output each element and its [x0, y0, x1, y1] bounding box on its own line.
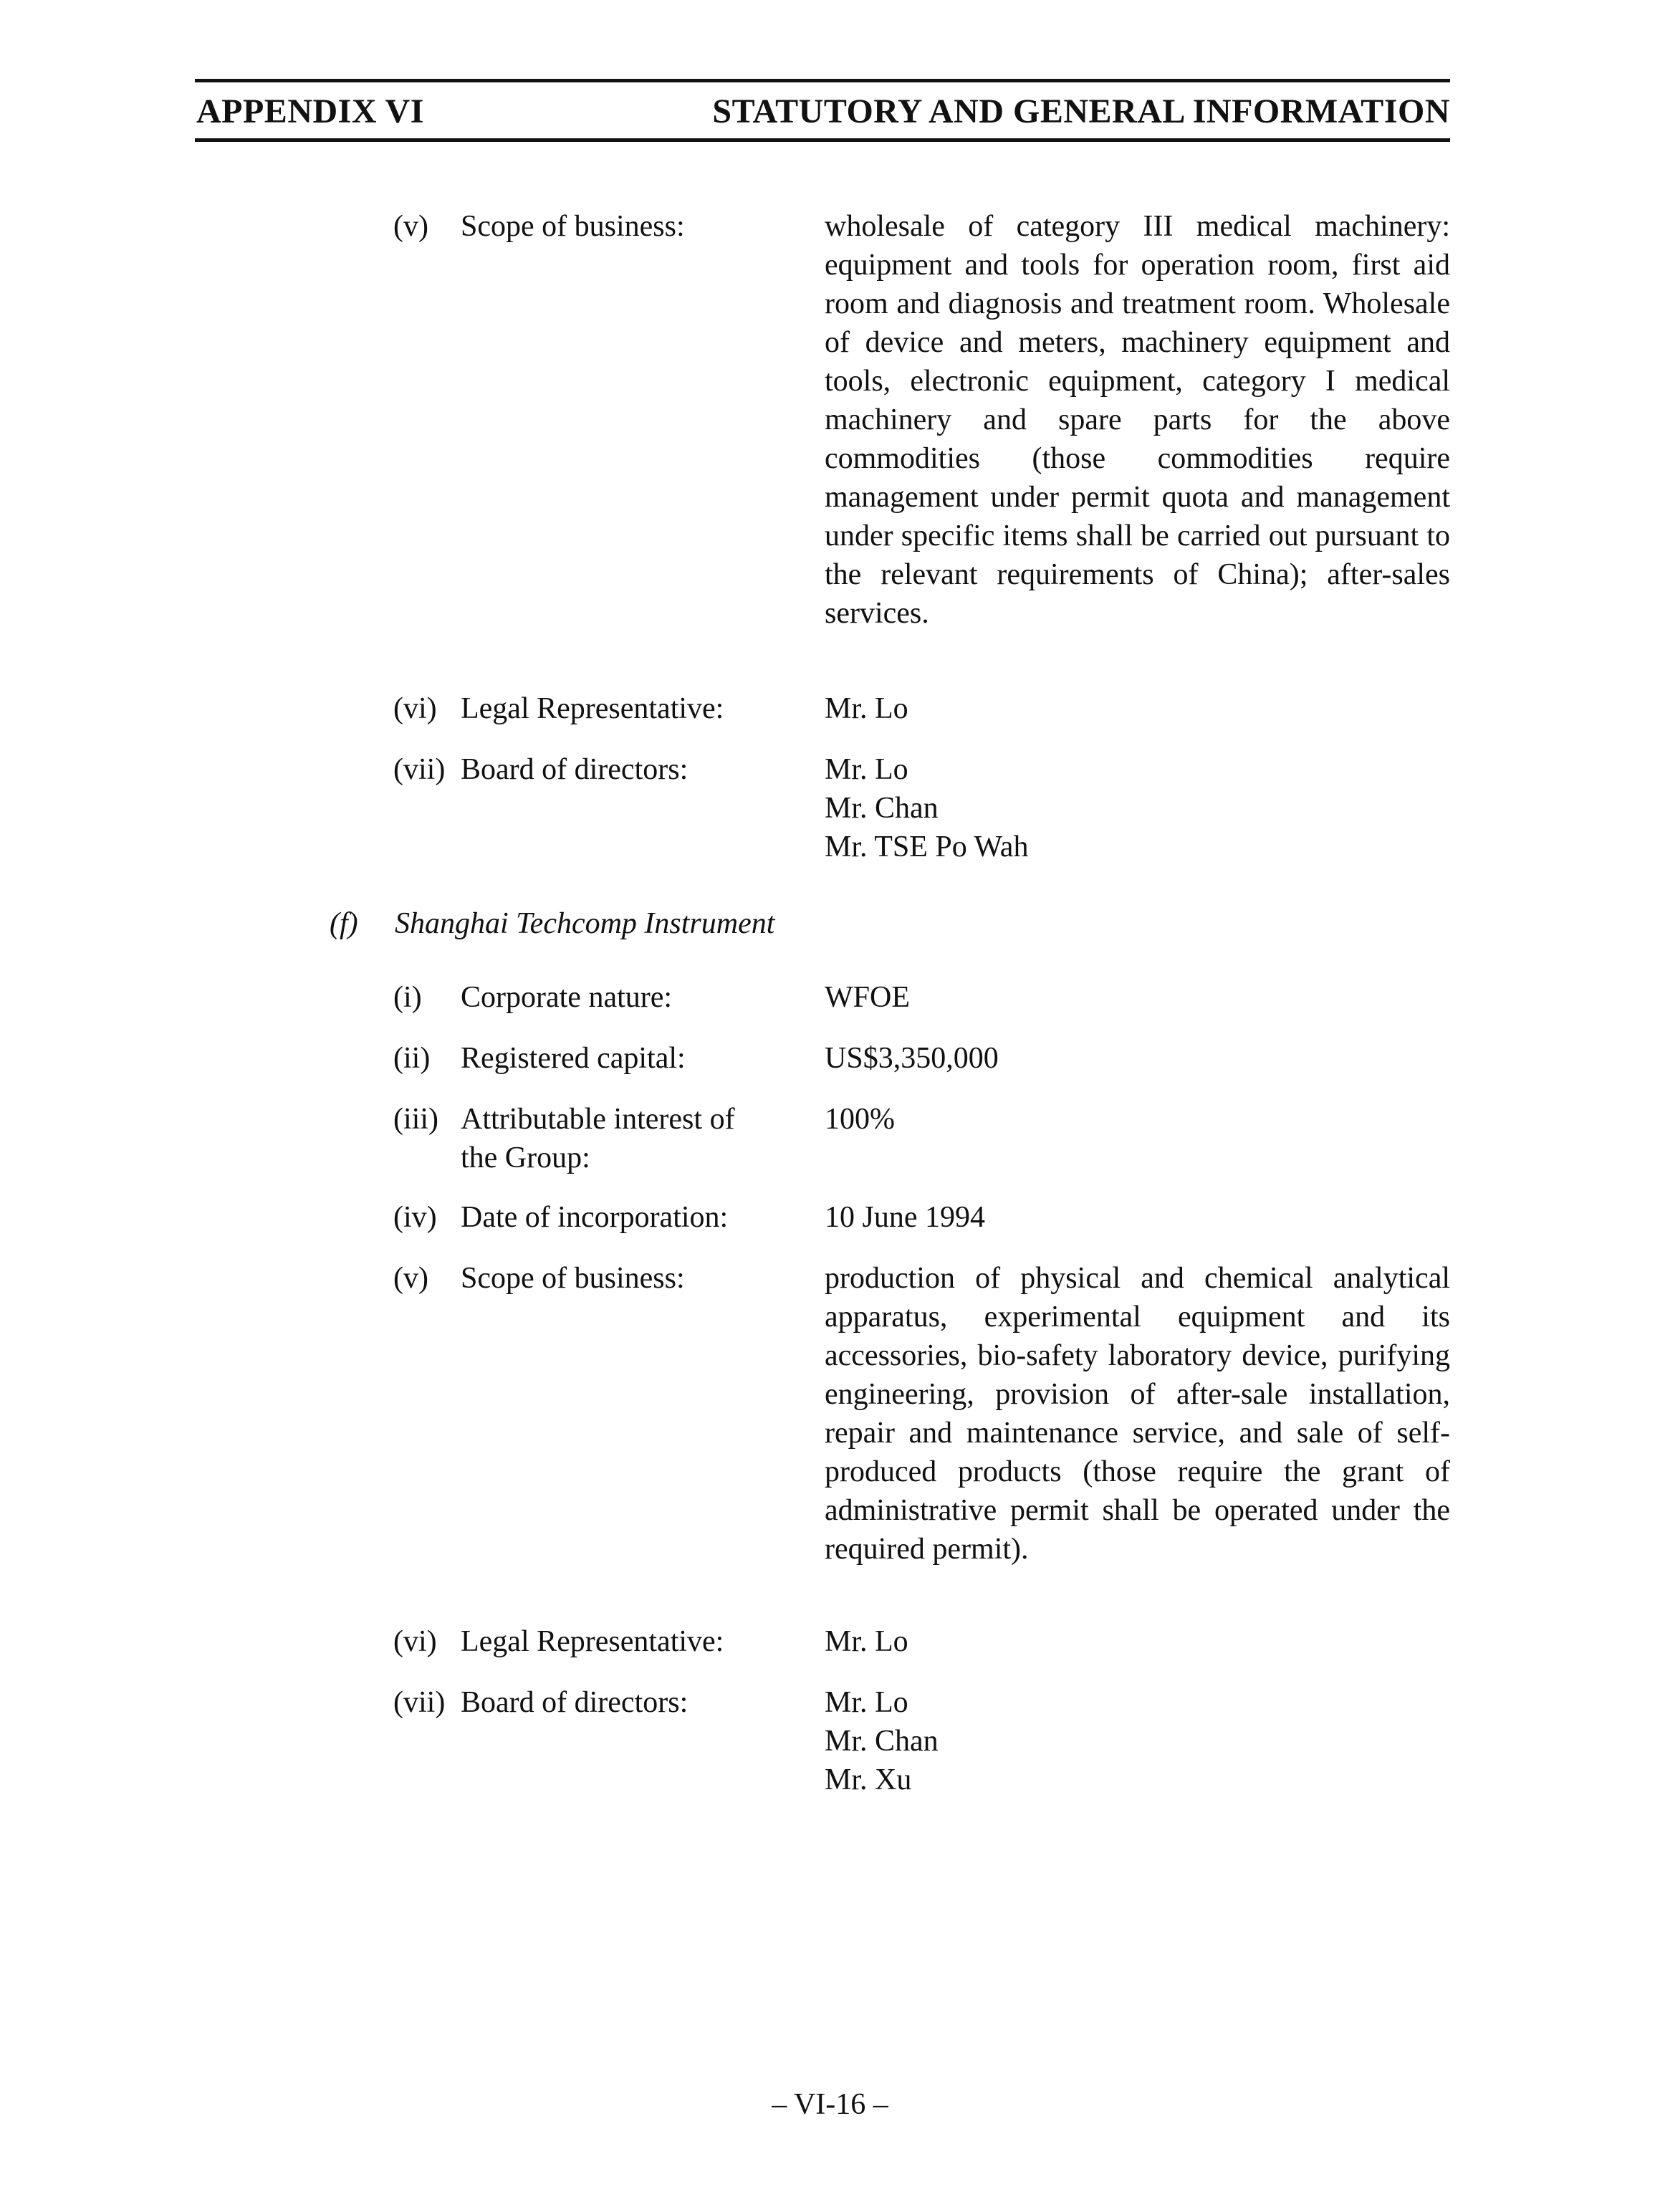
field-label-board: Board of directors: — [461, 753, 689, 786]
field-value-date-of-incorporation: 10 June 1994 — [825, 1201, 985, 1234]
field-label-legal-representative: Legal Representative: — [461, 1625, 724, 1658]
field-label-attributable-interest: Attributable interest of — [461, 1103, 735, 1136]
item-number: (v) — [393, 1262, 428, 1295]
field-label-registered-capital: Registered capital: — [461, 1042, 686, 1075]
board-member: Mr. Chan — [825, 792, 939, 825]
item-number: (i) — [393, 981, 422, 1014]
field-value-scope: wholesale of category III medical machinery: equipment and tools for operation room, first aid room and diagnosis and treatment room. Wholesale of device and meters, machinery equipment and tools, electronic equipment, category I medical machinery and spare parts for the above commodities (those commodities require management under permit quota and management under specific items shall be carried out pursuant to the relevant requirements of China); after-sales services. — [825, 210, 1450, 630]
field-value-legal-representative: Mr. Lo — [825, 692, 908, 725]
field-value-attributable-interest: 100% — [825, 1103, 895, 1136]
field-label-corporate-nature: Corporate nature: — [461, 981, 673, 1014]
field-value-corporate-nature: WFOE — [825, 981, 910, 1014]
section-heading: Shanghai Techcomp Instrument — [395, 907, 775, 940]
header-bottom-rule — [195, 138, 1450, 142]
item-number: (ii) — [393, 1042, 431, 1075]
section-marker: (f) — [330, 907, 358, 940]
field-value-registered-capital: US$3,350,000 — [825, 1042, 999, 1075]
board-member: Mr. TSE Po Wah — [825, 830, 1029, 863]
field-value-legal-representative: Mr. Lo — [825, 1625, 908, 1658]
item-number: (iii) — [393, 1103, 438, 1136]
field-label-attributable-interest-cont: the Group: — [461, 1141, 590, 1174]
field-label-scope: Scope of business: — [461, 210, 685, 243]
field-label-date-of-incorporation: Date of incorporation: — [461, 1201, 729, 1234]
section-title: STATUTORY AND GENERAL INFORMATION — [712, 92, 1450, 130]
field-label-legal-representative: Legal Representative: — [461, 692, 724, 725]
board-member: Mr. Xu — [825, 1763, 912, 1796]
appendix-title: APPENDIX VI — [196, 92, 424, 130]
item-number: (vi) — [393, 692, 437, 725]
board-member: Mr. Lo — [825, 1686, 908, 1719]
board-member: Mr. Chan — [825, 1725, 939, 1758]
item-number: (iv) — [393, 1201, 437, 1234]
page-number: – VI-16 – — [772, 2088, 888, 2121]
item-number: (vi) — [393, 1625, 437, 1658]
field-label-board: Board of directors: — [461, 1686, 689, 1719]
field-label-scope: Scope of business: — [461, 1262, 685, 1295]
board-member: Mr. Lo — [825, 753, 908, 786]
field-value-scope: production of physical and chemical analytical apparatus, experimental equipment and its accessories, bio-safety laboratory device, purifying engineering, provision of after-sale installation, repair and maintenance service, and sale of self-produced products (those require the grant of administrative permit shall be operated under the required permit). — [825, 1262, 1450, 1566]
item-number: (vii) — [393, 753, 446, 786]
header-top-rule — [195, 79, 1450, 82]
item-number: (v) — [393, 210, 428, 243]
item-number: (vii) — [393, 1686, 446, 1719]
